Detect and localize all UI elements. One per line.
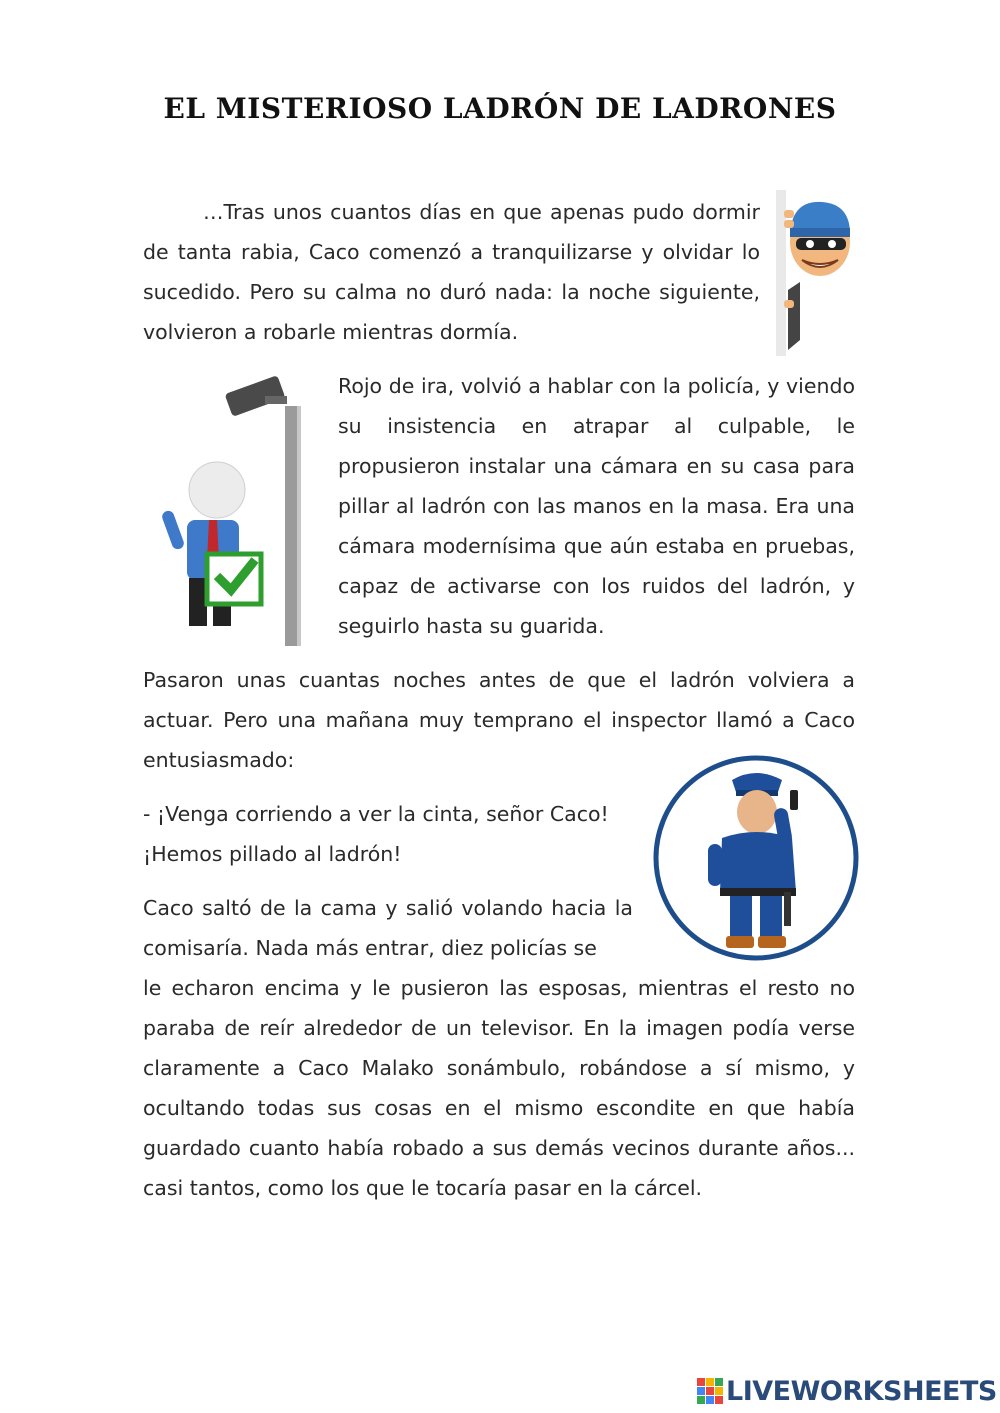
police-officer-illustration (650, 752, 862, 964)
dialogue (143, 794, 633, 874)
liveworksheets-brand-text: LIVEWORKSHEETS (726, 1375, 997, 1407)
paragraph-5-part-2: le echaron encima y le pusieron las esposas, mientras el resto no paraba de reír alrededor de un televisor. En la imagen podía verse claramente a Caco Malako sonámbulo, robándose a sí mismo, y ocultando todas sus cosas en el mismo escondite en que había guardado cuanto había robado a sus demás vecinos durante años... casi tantos, como los que le tocaría pasar en la cárcel. (143, 976, 855, 1200)
liveworksheets-brand (697, 1374, 997, 1408)
dialogue-line-1: - ¡Venga corriendo a ver la cinta, señor Caco! (143, 802, 609, 826)
paragraph-1: …Tras unos cuantos días en que apenas pudo dormir de tanta rabia, Caco comenzó a tranquilizarse y olvidar lo sucedido. Pero su calma no duró nada: la noche siguiente, volvieron a robarle mientras dormía. (143, 200, 760, 344)
paragraph-2: Rojo de ira, volvió a hablar con la policía, y viendo su insistencia en atrapar al culpable, le propusieron instalar una cámara en su casa para pillar al ladrón con las manos en la masa. Era una cámara modernísima que aún estaba en pruebas, capaz de activarse con los ruidos del ladrón, y seguirlo hasta su guarida. (338, 374, 855, 638)
paragraph-3: Pasaron unas cuantas noches antes de que el ladrón volviera a actuar. Pero una mañana muy temprano el inspector llamó a Caco entusiasmado: (143, 668, 855, 772)
thief-illustration (772, 190, 856, 356)
paragraph-5-part-1: Caco saltó de la cama y salió volando hacia la comisaría. Nada más entrar, diez policías se (143, 896, 633, 960)
dialogue-line-2: ¡Hemos pillado al ladrón! (143, 842, 402, 866)
page-title: EL MISTERIOSO LADRÓN DE LADRONES (163, 92, 837, 125)
security-camera-illustration (147, 370, 327, 650)
liveworksheets-logo-icon (697, 1378, 723, 1404)
